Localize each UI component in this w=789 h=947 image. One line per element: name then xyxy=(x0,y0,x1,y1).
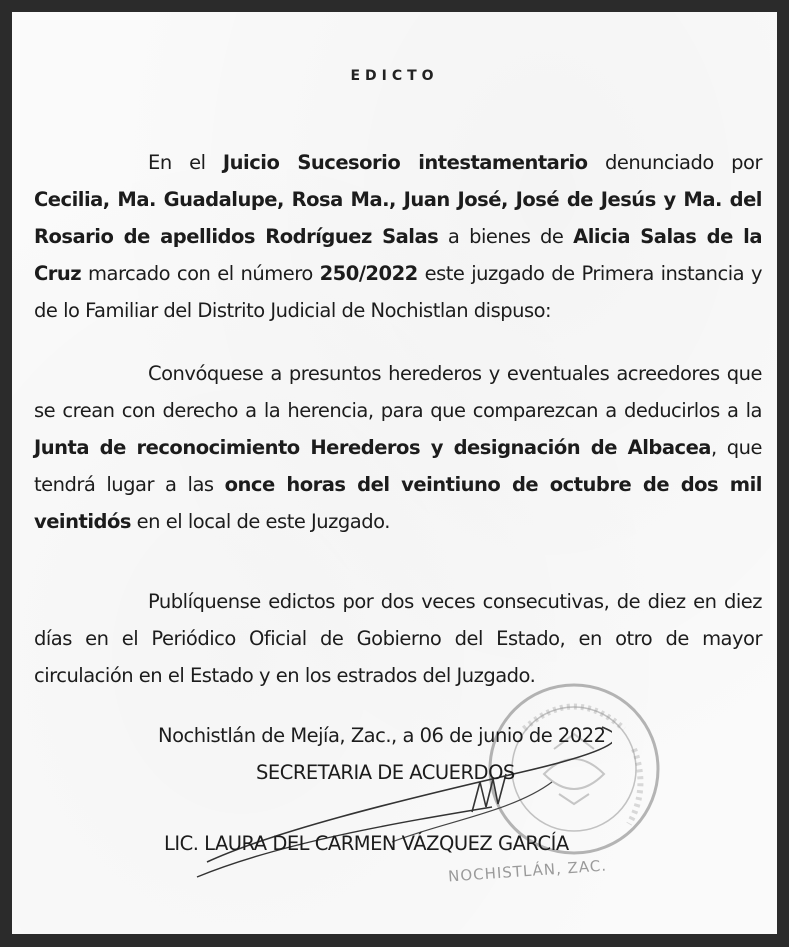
seal-text: NOCHISTLÁN, ZAC. xyxy=(447,856,608,886)
paragraph-publication: Publíquense edictos por dos veces consecutivas, de diez en diez días en el Periódico Oficial de Gobierno del Estado, en otro de mayor circulación en el Estado y en los estrados del Juzgado. xyxy=(34,590,762,687)
place-date: Nochistlán de Mejía, Zac., a 06 de junio de 2022 xyxy=(158,724,606,747)
paragraph-convocation: Convóquese a presuntos herederos y eventuales acreedores que se crean con derecho a la herencia, para que comparezcan a deducirlos a la Junta de reconocimiento Herederos y designación de Albacea, que tendrá lugar a las once horas del veintiuno de octubre de dos mil veintidós en el local de este Juzgado. xyxy=(34,362,762,533)
signer-role: SECRETARIA DE ACUERDOS xyxy=(256,761,515,784)
signer-name: LIC. LAURA DEL CARMEN VÁZQUEZ GARCÍA xyxy=(164,832,569,855)
document-page xyxy=(12,12,777,934)
paragraph-trial: En el Juicio Sucesorio intestamentario denunciado por Cecilia, Ma. Guadalupe, Rosa Ma., Juan José, José de Jesús y Ma. del Rosario de apellidos Rodríguez Salas a bienes de Alicia Salas de la Cruz marcado con el número 250/2022 este juzgado de Primera instancia y de lo Familiar del Distrito Judicial de Nochistlan dispuso: xyxy=(34,151,763,322)
document-title: EDICTO xyxy=(350,68,439,84)
